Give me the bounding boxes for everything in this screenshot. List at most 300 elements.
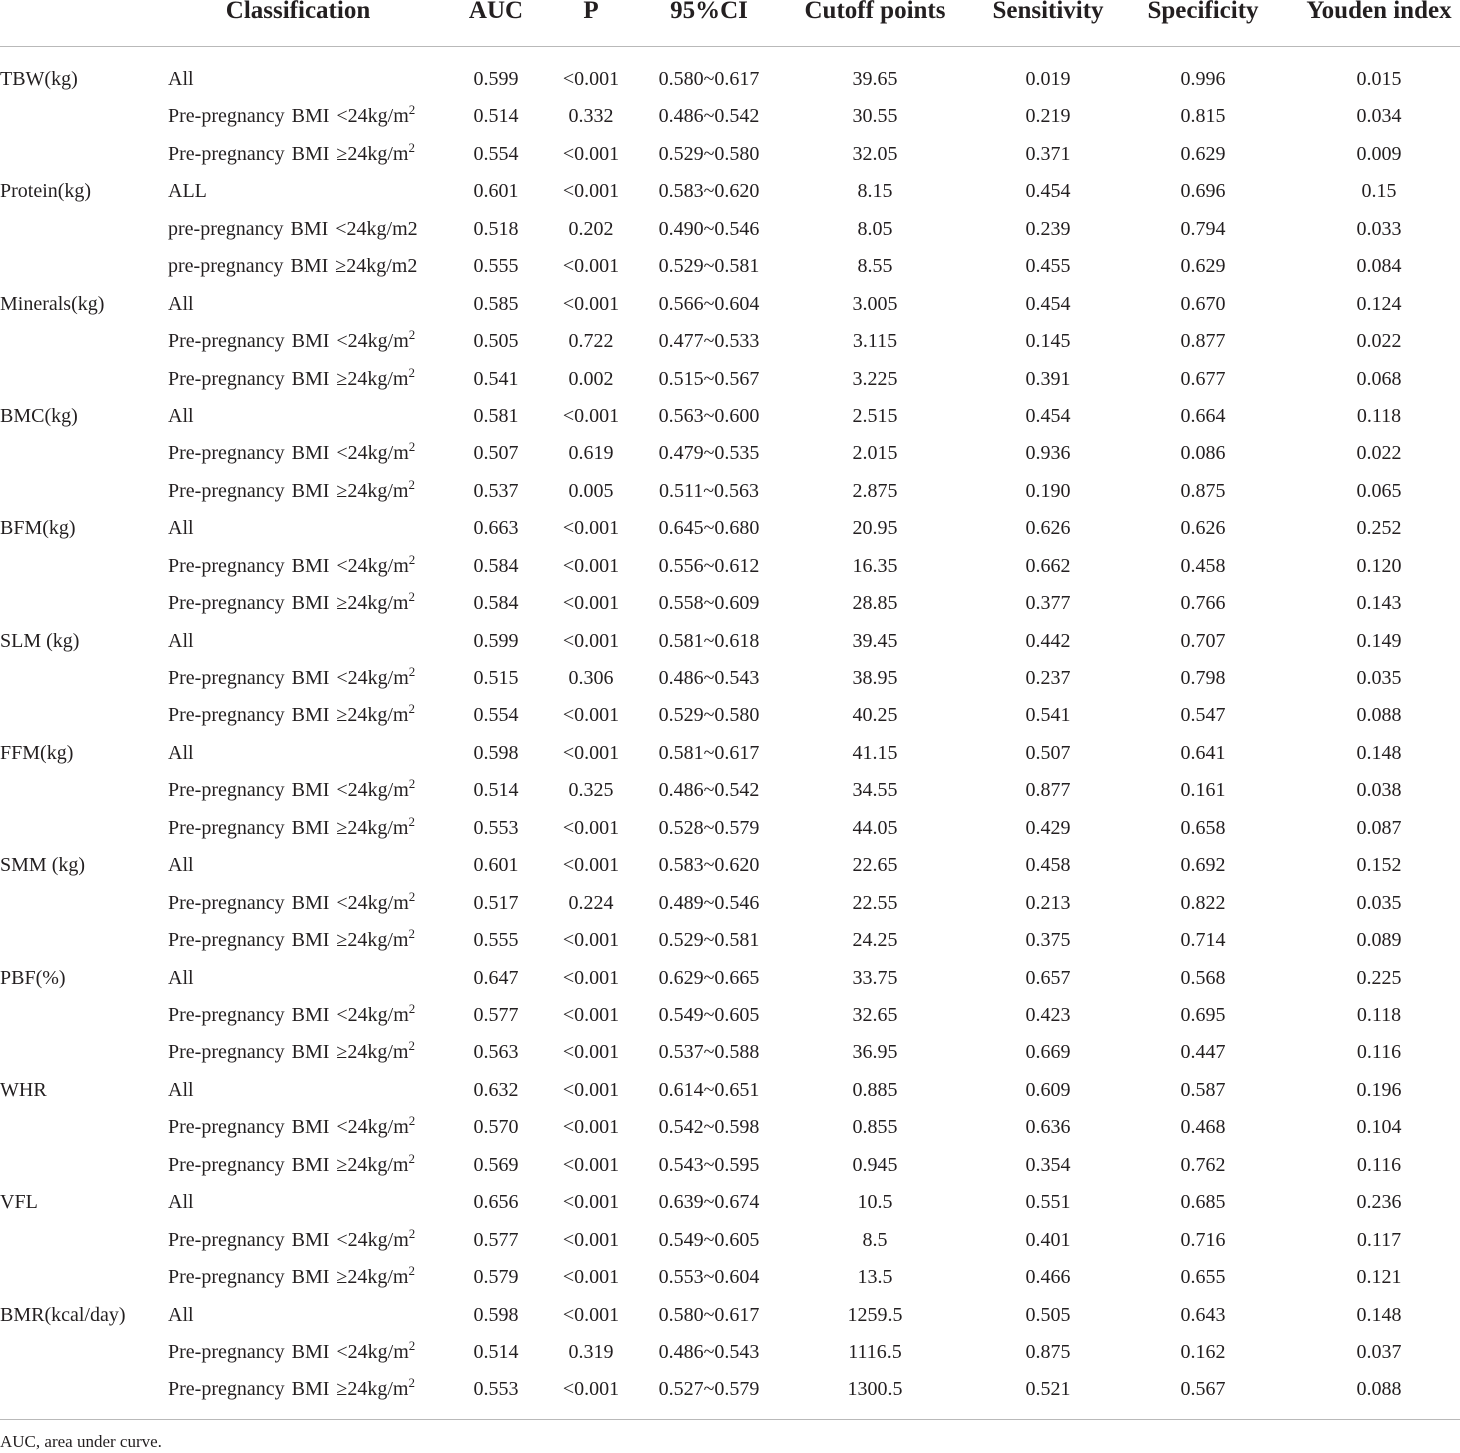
cell-classification <box>168 1265 415 1289</box>
cell-youden: 0.065 <box>1356 479 1402 502</box>
cell-95ci: 0.479~0.535 <box>658 442 760 465</box>
table-row <box>0 966 1460 1003</box>
cell-auc: 0.514 <box>473 1340 519 1363</box>
classification-text: pre-pregnancy BMI <24kg/m2 <box>168 217 418 240</box>
cell-classification <box>168 591 415 615</box>
cell-specificity: 0.798 <box>1180 667 1226 690</box>
cell-p: <0.001 <box>562 1191 620 1214</box>
cell-95ci: 0.549~0.605 <box>658 1228 760 1251</box>
cell-cutoff: 0.855 <box>852 1116 898 1139</box>
classification-text: Pre-pregnancy BMI <24kg/m <box>168 1116 409 1139</box>
cell-sensitivity: 0.391 <box>1025 367 1071 390</box>
superscript: 2 <box>408 327 416 343</box>
table-row <box>0 703 1460 740</box>
classification-text: Pre-pregnancy BMI <24kg/m <box>168 667 409 690</box>
cell-sensitivity: 0.662 <box>1025 554 1071 577</box>
classification-text: All <box>168 1303 194 1326</box>
cell-classification <box>168 928 415 952</box>
cell-classification <box>168 441 415 465</box>
superscript: 2 <box>408 926 415 942</box>
superscript: 2 <box>408 813 415 829</box>
cell-youden: 0.022 <box>1356 442 1402 465</box>
cell-95ci: 0.580~0.617 <box>658 1303 760 1326</box>
cell-p: 0.002 <box>568 367 614 390</box>
cell-youden: 0.088 <box>1356 704 1402 727</box>
cell-p: <0.001 <box>562 1041 620 1064</box>
cell-sensitivity: 0.377 <box>1025 592 1071 615</box>
superscript: 2 <box>408 1113 416 1129</box>
header-95ci: 95%CI <box>670 0 748 24</box>
classification-text: All <box>168 1078 194 1101</box>
cell-95ci: 0.542~0.598 <box>658 1116 760 1139</box>
classification-text: Pre-pregnancy BMI ≥24kg/m <box>168 479 409 502</box>
classification-text: All <box>168 966 194 989</box>
cell-auc: 0.537 <box>473 479 519 502</box>
classification-text: Pre-pregnancy BMI <24kg/m <box>168 330 409 353</box>
cell-classification <box>168 104 415 128</box>
classification-text: Pre-pregnancy BMI ≥24kg/m <box>168 592 409 615</box>
cell-p: <0.001 <box>562 592 620 615</box>
superscript: 2 <box>408 701 415 717</box>
cell-auc: 0.555 <box>473 255 519 278</box>
header-p: P <box>583 0 599 24</box>
cell-sensitivity: 0.521 <box>1025 1378 1071 1401</box>
cell-95ci: 0.515~0.567 <box>658 367 760 390</box>
classification-text: Pre-pregnancy BMI ≥24kg/m <box>168 367 409 390</box>
cell-auc: 0.577 <box>473 1228 519 1251</box>
cell-auc: 0.555 <box>473 929 519 952</box>
cell-youden: 0.236 <box>1356 1191 1402 1214</box>
cell-classification <box>168 364 415 391</box>
cell-95ci: 0.543~0.595 <box>658 1153 760 1176</box>
cell-sensitivity: 0.190 <box>1025 479 1071 502</box>
superscript: 2 <box>408 664 416 680</box>
cell-p: <0.001 <box>562 704 620 727</box>
cell-youden: 0.089 <box>1356 929 1402 952</box>
cell-youden: 0.152 <box>1356 854 1402 877</box>
cell-cutoff: 13.5 <box>857 1266 893 1289</box>
classification-text: Pre-pregnancy BMI ≥24kg/m <box>168 929 409 952</box>
cell-p: 0.332 <box>568 105 614 128</box>
cell-specificity: 0.086 <box>1180 442 1226 465</box>
cell-cutoff: 28.85 <box>852 592 898 615</box>
cell-youden: 0.143 <box>1356 592 1402 615</box>
cell-95ci: 0.529~0.580 <box>658 704 760 727</box>
cell-sensitivity: 0.442 <box>1025 629 1071 652</box>
cell-auc: 0.563 <box>473 1041 519 1064</box>
classification-text: Pre-pregnancy BMI ≥24kg/m <box>168 1378 409 1401</box>
cell-sensitivity: 0.371 <box>1025 142 1071 165</box>
superscript: 2 <box>408 139 415 155</box>
superscript: 2 <box>408 1038 415 1054</box>
cell-cutoff: 3.225 <box>852 367 898 390</box>
classification-text: Pre-pregnancy BMI ≥24kg/m <box>168 1266 409 1289</box>
cell-sensitivity: 0.454 <box>1025 180 1071 203</box>
cell-sensitivity: 0.458 <box>1025 854 1071 877</box>
superscript: 2 <box>408 364 415 380</box>
superscript: 2 <box>408 776 416 792</box>
cell-95ci: 0.580~0.617 <box>658 68 760 90</box>
cell-auc: 0.570 <box>473 1116 519 1139</box>
cell-specificity: 0.547 <box>1180 704 1226 727</box>
cell-95ci: 0.558~0.609 <box>658 592 760 615</box>
cell-classification <box>168 516 194 540</box>
cell-cutoff: 1116.5 <box>848 1340 902 1363</box>
classification-text: All <box>168 629 194 652</box>
cell-95ci: 0.486~0.543 <box>658 1340 760 1363</box>
cell-95ci: 0.553~0.604 <box>658 1266 760 1289</box>
superscript: 2 <box>408 102 416 118</box>
cell-specificity: 0.996 <box>1180 68 1226 90</box>
cell-cutoff: 39.65 <box>852 68 898 90</box>
cell-youden: 0.196 <box>1356 1078 1402 1101</box>
table-row <box>0 813 1460 853</box>
table-row <box>0 254 1460 291</box>
cell-variable: BMR(kcal/day) <box>0 1303 126 1326</box>
cell-p: <0.001 <box>562 1303 620 1326</box>
classification-text: All <box>168 517 194 540</box>
cell-p: 0.319 <box>568 1340 614 1363</box>
cell-sensitivity: 0.354 <box>1025 1153 1071 1176</box>
cell-auc: 0.599 <box>473 68 519 90</box>
cell-classification <box>168 329 415 353</box>
cell-youden: 0.116 <box>1356 1153 1402 1176</box>
cell-cutoff: 30.55 <box>852 105 898 128</box>
cell-sensitivity: 0.429 <box>1025 816 1071 839</box>
classification-text: Pre-pregnancy BMI ≥24kg/m <box>168 142 409 165</box>
superscript: 2 <box>408 1337 416 1353</box>
cell-auc: 0.579 <box>473 1266 519 1289</box>
cell-youden: 0.068 <box>1356 367 1402 390</box>
cell-auc: 0.656 <box>473 1191 519 1214</box>
cell-auc: 0.632 <box>473 1078 519 1101</box>
cell-p: <0.001 <box>562 929 620 952</box>
cell-specificity: 0.468 <box>1180 1116 1226 1139</box>
cell-specificity: 0.162 <box>1180 1340 1226 1363</box>
superscript: 2 <box>408 1225 416 1241</box>
cell-variable: TBW(kg) <box>0 68 78 90</box>
cell-auc: 0.518 <box>473 217 519 240</box>
cell-classification <box>168 1115 415 1139</box>
cell-cutoff: 32.65 <box>852 1004 898 1026</box>
cell-specificity: 0.714 <box>1180 929 1226 952</box>
cell-classification <box>168 1225 416 1252</box>
cell-95ci: 0.489~0.546 <box>658 891 760 914</box>
cell-p: <0.001 <box>562 255 620 278</box>
cell-classification <box>168 888 416 915</box>
cell-p: 0.722 <box>568 330 614 353</box>
cell-youden: 0.087 <box>1356 816 1402 839</box>
cell-95ci: 0.563~0.600 <box>658 404 760 427</box>
cell-auc: 0.663 <box>473 517 519 540</box>
classification-text: Pre-pregnancy BMI <24kg/m <box>168 1228 409 1251</box>
cell-youden: 0.104 <box>1356 1116 1402 1139</box>
cell-classification <box>168 666 415 690</box>
cell-auc: 0.581 <box>473 404 519 427</box>
cell-specificity: 0.696 <box>1180 180 1226 203</box>
cell-95ci: 0.629~0.665 <box>658 966 760 989</box>
classification-text: Pre-pregnancy BMI <24kg/m <box>168 891 409 914</box>
cell-classification <box>168 1003 415 1027</box>
cell-auc: 0.553 <box>473 1378 519 1401</box>
cell-cutoff: 34.55 <box>852 779 898 802</box>
cell-youden: 0.022 <box>1356 330 1402 353</box>
cell-specificity: 0.458 <box>1180 554 1226 577</box>
cell-sensitivity: 0.019 <box>1025 68 1071 90</box>
cell-sensitivity: 0.877 <box>1025 779 1071 802</box>
cell-specificity: 0.677 <box>1180 367 1226 390</box>
cell-youden: 0.15 <box>1361 180 1397 203</box>
cell-95ci: 0.529~0.580 <box>658 142 760 165</box>
cell-specificity: 0.655 <box>1180 1266 1226 1289</box>
cell-auc: 0.647 <box>473 966 519 989</box>
header-specificity: Specificity <box>1147 0 1259 24</box>
cell-p: <0.001 <box>562 1266 620 1289</box>
cell-sensitivity: 0.541 <box>1025 704 1071 727</box>
cell-auc: 0.599 <box>473 629 519 652</box>
table-row <box>0 1303 1460 1340</box>
cell-p: <0.001 <box>562 1153 620 1176</box>
cell-95ci: 0.566~0.604 <box>658 292 760 315</box>
cell-sensitivity: 0.505 <box>1025 1303 1071 1326</box>
cell-cutoff: 0.945 <box>852 1153 898 1176</box>
cell-specificity: 0.161 <box>1180 779 1226 802</box>
table-row <box>0 516 1460 553</box>
cell-classification <box>168 629 194 653</box>
cell-specificity: 0.822 <box>1180 891 1226 914</box>
cell-specificity: 0.877 <box>1180 330 1226 353</box>
cell-auc: 0.554 <box>473 142 519 165</box>
superscript: 2 <box>408 589 415 605</box>
cell-specificity: 0.716 <box>1180 1228 1226 1251</box>
cell-p: <0.001 <box>562 142 620 165</box>
table-row <box>0 1337 1460 1377</box>
cell-specificity: 0.685 <box>1180 1191 1226 1214</box>
classification-text: Pre-pregnancy BMI ≥24kg/m <box>168 816 409 839</box>
cell-p: <0.001 <box>562 1078 620 1101</box>
cell-youden: 0.225 <box>1356 966 1402 989</box>
table-bottom-rule <box>0 1419 1460 1420</box>
cell-95ci: 0.583~0.620 <box>658 854 760 877</box>
cell-variable: Minerals(kg) <box>0 292 105 315</box>
cell-youden: 0.118 <box>1356 1004 1402 1026</box>
cell-95ci: 0.477~0.533 <box>658 330 760 353</box>
cell-classification <box>168 778 415 802</box>
cell-classification <box>168 217 418 241</box>
cell-youden: 0.148 <box>1356 741 1402 764</box>
cell-classification <box>168 1040 415 1064</box>
cell-classification <box>168 179 207 203</box>
cell-specificity: 0.567 <box>1180 1378 1226 1401</box>
superscript: 2 <box>408 1375 415 1391</box>
table-row <box>0 1078 1460 1115</box>
table-row <box>0 888 1460 928</box>
cell-youden: 0.037 <box>1356 1340 1402 1363</box>
cell-cutoff: 1300.5 <box>847 1378 903 1401</box>
superscript: 2 <box>408 1150 415 1166</box>
cell-youden: 0.124 <box>1356 292 1402 315</box>
cell-youden: 0.149 <box>1356 629 1402 652</box>
cell-auc: 0.598 <box>473 1303 519 1326</box>
superscript: 2 <box>408 551 416 567</box>
cell-classification <box>168 813 415 840</box>
cell-sensitivity: 0.609 <box>1025 1078 1071 1101</box>
table-row <box>0 1003 1460 1040</box>
cell-classification <box>168 404 194 428</box>
table-row <box>0 666 1460 703</box>
cell-sensitivity: 0.669 <box>1025 1041 1071 1064</box>
cell-p: 0.005 <box>568 479 614 502</box>
cell-95ci: 0.528~0.579 <box>658 816 760 839</box>
cell-95ci: 0.486~0.542 <box>658 779 760 802</box>
cell-youden: 0.033 <box>1356 217 1402 240</box>
cell-classification <box>168 292 194 316</box>
cell-classification <box>168 254 417 278</box>
cell-95ci: 0.527~0.579 <box>658 1378 760 1401</box>
cell-auc: 0.554 <box>473 704 519 727</box>
table-row <box>0 1377 1460 1414</box>
cell-youden: 0.035 <box>1356 891 1402 914</box>
cell-p: <0.001 <box>562 404 620 427</box>
cell-classification <box>168 741 194 765</box>
cell-cutoff: 3.005 <box>852 292 898 315</box>
cell-youden: 0.121 <box>1356 1266 1402 1289</box>
cell-auc: 0.601 <box>473 180 519 203</box>
cell-cutoff: 8.5 <box>862 1228 888 1251</box>
table-row <box>0 179 1460 216</box>
cell-specificity: 0.658 <box>1180 816 1226 839</box>
cell-sensitivity: 0.401 <box>1025 1228 1071 1251</box>
cell-95ci: 0.537~0.588 <box>658 1041 760 1064</box>
cell-sensitivity: 0.936 <box>1025 442 1071 465</box>
classification-text: All <box>168 854 194 877</box>
cell-classification <box>168 1190 194 1214</box>
cell-cutoff: 22.55 <box>852 891 898 914</box>
cell-p: <0.001 <box>562 517 620 540</box>
cell-variable: Protein(kg) <box>0 180 92 203</box>
table-row <box>0 217 1460 254</box>
classification-text: Pre-pregnancy BMI <24kg/m <box>168 1340 409 1363</box>
cell-youden: 0.015 <box>1356 68 1402 90</box>
cell-95ci: 0.529~0.581 <box>658 255 760 278</box>
cell-classification <box>168 67 194 91</box>
cell-specificity: 0.568 <box>1180 966 1226 989</box>
cell-sensitivity: 0.507 <box>1025 741 1071 764</box>
cell-cutoff: 32.05 <box>852 142 898 165</box>
cell-cutoff: 8.05 <box>857 217 893 240</box>
cell-auc: 0.507 <box>473 442 519 465</box>
cell-p: 0.202 <box>568 217 614 240</box>
table-row <box>0 67 1460 104</box>
cell-p: <0.001 <box>562 1378 620 1401</box>
cell-sensitivity: 0.423 <box>1025 1004 1071 1026</box>
cell-cutoff: 39.45 <box>852 629 898 652</box>
cell-p: <0.001 <box>562 554 620 577</box>
table-row <box>0 476 1460 516</box>
cell-youden: 0.088 <box>1356 1378 1402 1401</box>
cell-variable: FFM(kg) <box>0 741 74 764</box>
cell-cutoff: 44.05 <box>852 816 898 839</box>
cell-sensitivity: 0.455 <box>1025 255 1071 278</box>
cell-p: 0.224 <box>568 891 614 914</box>
cell-classification <box>168 139 415 166</box>
cell-specificity: 0.629 <box>1180 142 1226 165</box>
cell-specificity: 0.707 <box>1180 629 1226 652</box>
cell-p: <0.001 <box>562 1004 620 1026</box>
cell-95ci: 0.486~0.542 <box>658 105 760 128</box>
cell-95ci: 0.486~0.543 <box>658 667 760 690</box>
cell-p: <0.001 <box>562 180 620 203</box>
classification-text: Pre-pregnancy BMI <24kg/m <box>168 779 409 802</box>
cell-youden: 0.117 <box>1356 1228 1402 1251</box>
cell-cutoff: 20.95 <box>852 517 898 540</box>
cell-sensitivity: 0.454 <box>1025 292 1071 315</box>
cell-specificity: 0.587 <box>1180 1078 1226 1101</box>
cell-cutoff: 0.885 <box>852 1078 898 1101</box>
cell-sensitivity: 0.466 <box>1025 1266 1071 1289</box>
superscript: 2 <box>408 1263 415 1279</box>
cell-sensitivity: 0.551 <box>1025 1191 1071 1214</box>
cell-95ci: 0.645~0.680 <box>658 517 760 540</box>
cell-cutoff: 2.015 <box>852 442 898 465</box>
header-auc: AUC <box>468 0 524 24</box>
cell-cutoff: 2.515 <box>852 404 898 427</box>
superscript: 2 <box>408 476 415 492</box>
cell-auc: 0.569 <box>473 1153 519 1176</box>
cell-auc: 0.514 <box>473 779 519 802</box>
cell-auc: 0.553 <box>473 816 519 839</box>
cell-specificity: 0.762 <box>1180 1153 1226 1176</box>
cell-p: <0.001 <box>562 816 620 839</box>
cell-youden: 0.118 <box>1356 404 1402 427</box>
table-row <box>0 1150 1460 1190</box>
header-cutoff-points: Cutoff points <box>804 0 946 24</box>
classification-text: Pre-pregnancy BMI <24kg/m <box>168 442 409 465</box>
cell-auc: 0.585 <box>473 292 519 315</box>
cell-cutoff: 22.65 <box>852 854 898 877</box>
cell-variable: SMM (kg) <box>0 854 86 877</box>
cell-95ci: 0.614~0.651 <box>658 1078 760 1101</box>
cell-95ci: 0.490~0.546 <box>658 217 760 240</box>
table-row <box>0 1265 1460 1302</box>
classification-text: Pre-pregnancy BMI ≥24kg/m <box>168 1153 409 1176</box>
cell-variable: PBF(%) <box>0 966 66 989</box>
cell-sensitivity: 0.219 <box>1025 105 1071 128</box>
cell-p: <0.001 <box>562 966 620 989</box>
table-row <box>0 364 1460 404</box>
cell-classification <box>168 853 194 877</box>
table-row <box>0 629 1460 666</box>
cell-cutoff: 3.115 <box>852 330 898 353</box>
cell-classification <box>168 1150 415 1177</box>
cell-cutoff: 40.25 <box>852 704 898 727</box>
cell-cutoff: 24.25 <box>852 929 898 952</box>
cell-sensitivity: 0.626 <box>1025 517 1071 540</box>
cell-variable: BFM(kg) <box>0 517 76 540</box>
cell-sensitivity: 0.636 <box>1025 1116 1071 1139</box>
cell-classification <box>168 1377 415 1401</box>
cell-auc: 0.505 <box>473 330 519 353</box>
cell-p: <0.001 <box>562 854 620 877</box>
cell-specificity: 0.766 <box>1180 592 1226 615</box>
cell-classification <box>168 1337 416 1364</box>
cell-specificity: 0.447 <box>1180 1041 1226 1064</box>
cell-cutoff: 1259.5 <box>847 1303 903 1326</box>
table-row <box>0 329 1460 366</box>
cell-95ci: 0.581~0.617 <box>658 741 760 764</box>
classification-text: Pre-pregnancy BMI <24kg/m <box>168 554 409 577</box>
table-row <box>0 1115 1460 1152</box>
